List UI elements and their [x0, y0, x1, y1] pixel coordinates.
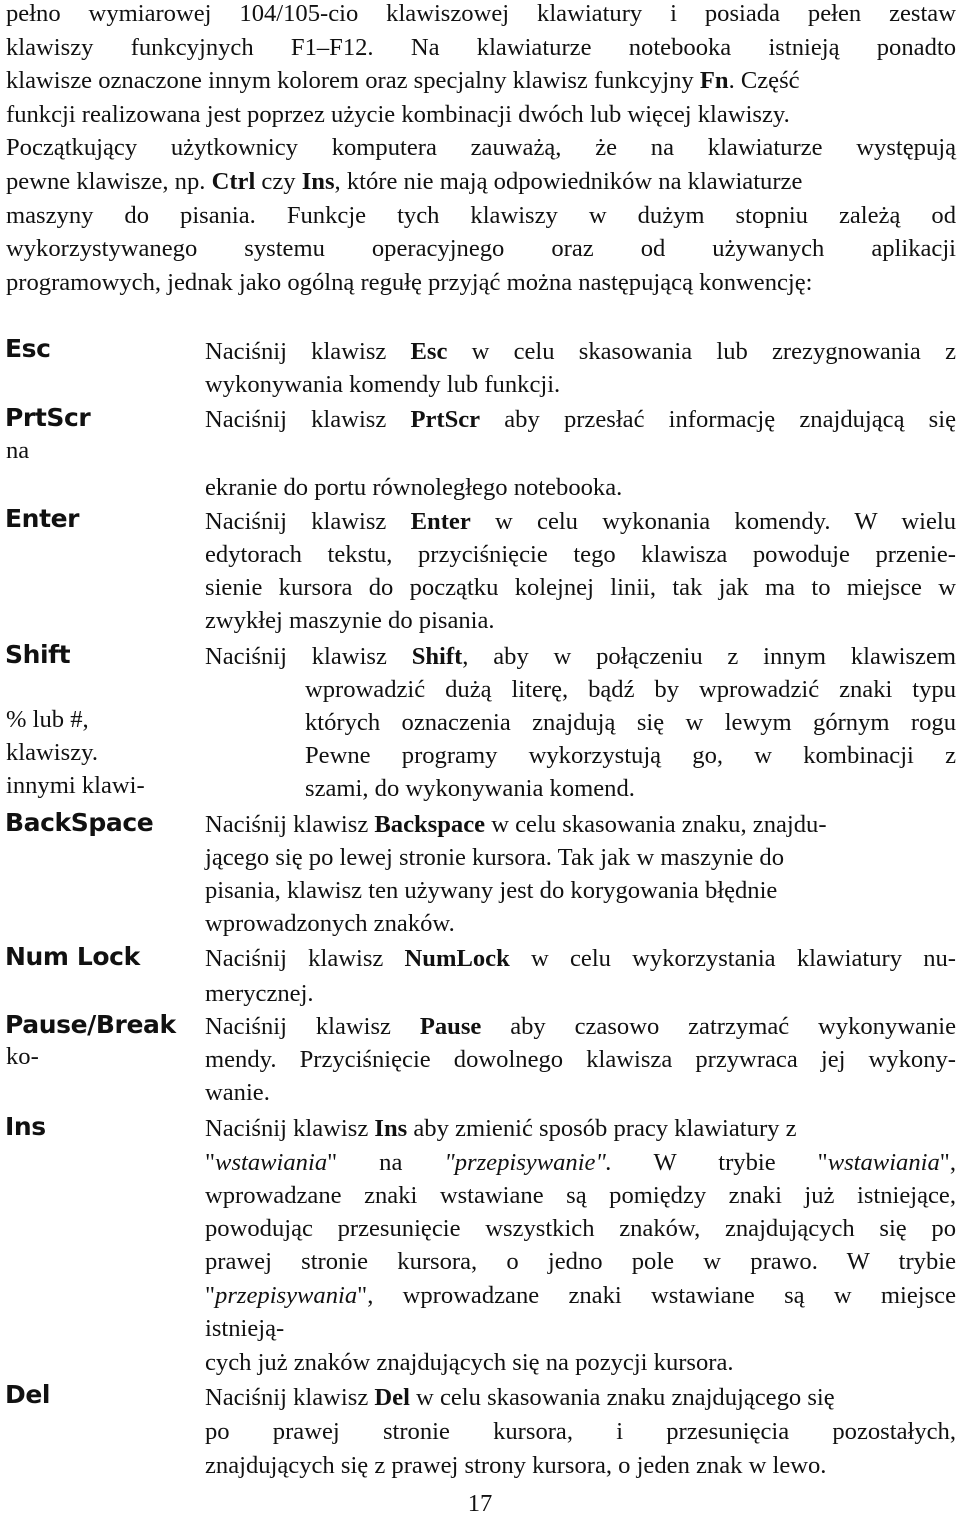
desc-line: Naciśnij klawisz Pause aby czasowo zatrzymać wykonywanie [205, 1013, 956, 1040]
desc-line: wprowadzić dużą literę, bądź by wprowadzić znaki typu [305, 676, 956, 703]
desc-line: wykonywania komendy lub funkcji. [205, 371, 561, 398]
desc-line: edytorach tekstu, przyciśnięcie tego klawisza powoduje przenie- [205, 541, 956, 568]
desc-line: których oznaczenia znajdują się w lewym górnym rogu [305, 709, 956, 736]
intro-paragraph [6, 0, 956, 299]
desc-line: istnieją- [205, 1315, 285, 1342]
intro-line: funkcji realizowana jest poprzez użycie kombinacji dwóch lub więcej klawiszy. [6, 100, 790, 128]
desc-line: cych już znaków znajdujących się na pozycji kursora. [205, 1349, 734, 1376]
desc-line: szami, do wykonywania komend. [305, 775, 635, 802]
key-enter: Enter [5, 504, 80, 533]
desc-line: wprowadzane znaki wstawiane są pomiędzy znaki już istniejące, [205, 1182, 956, 1209]
intro-line: klawiszy funkcyjnych F1–F12. Na klawiaturze notebooka istnieją ponadto [6, 33, 956, 61]
desc-line: jącego się po lewej stronie kursora. Tak jak w maszynie do [205, 844, 785, 871]
desc-line: Pewne programy wykorzystują go, w kombinacji z [305, 742, 956, 769]
intro-line: programowych, jednak jako ogólną regułę przyjąć można następującą konwencję: [6, 268, 813, 296]
desc-line: Naciśnij klawisz Shift, aby w połączeniu z innym klawiszem [205, 643, 956, 670]
desc-line: prawej stronie kursora, o jedno pole w prawo. W trybie [205, 1248, 956, 1275]
key-del: Del [5, 1380, 51, 1409]
desc-line: powodując przesunięcie wszystkich znaków, znajdujących się po [205, 1215, 956, 1242]
desc-line: wanie. [205, 1079, 270, 1106]
key-prtscr: PrtScr [5, 403, 91, 432]
desc-line: pisania, klawisz ten używany jest do korygowania błędnie [205, 877, 778, 904]
intro-line: pewne klawisze, np. Ctrl czy Ins, które nie mają odpowiedników na klawiaturze [6, 167, 803, 195]
key-numlock: Num Lock [5, 942, 140, 971]
desc-line: sienie kursora do początku kolejnej linii, tak jak ma to miejsce w [205, 574, 956, 601]
desc-line: mendy. Przyciśnięcie dowolnego klawisza przywraca jej wykony- [205, 1046, 956, 1073]
stray-text: ko- [6, 1043, 39, 1070]
desc-line: wprowadzonych znaków. [205, 910, 455, 937]
key-esc: Esc [5, 334, 51, 363]
desc-line: zwykłej maszynie do pisania. [205, 607, 495, 634]
key-backspace: BackSpace [5, 808, 154, 837]
intro-line: klawisze oznaczone innym kolorem oraz specjalny klawisz funkcyjny Fn. Część [6, 67, 800, 95]
stray-text: % lub #, [6, 706, 89, 733]
key-pause-break: Pause/Break [5, 1010, 176, 1039]
page-number: 17 [467, 1490, 493, 1517]
desc-line: Naciśnij klawisz Backspace w celu skasowania znaku, znajdu- [205, 811, 827, 838]
desc-line: merycznej. [205, 980, 314, 1007]
stray-text: klawiszy. [6, 739, 98, 766]
intro-line: wykorzystywanego systemu operacyjnego oraz od używanych aplikacji [6, 235, 956, 263]
desc-line: Naciśnij klawisz PrtScr aby przesłać informację znajdującą się [205, 406, 956, 433]
stray-text: na [6, 437, 30, 464]
desc-line: "przepisywania", wprowadzane znaki wstawiane są w miejsce [205, 1282, 956, 1309]
stray-text: innymi klawi- [6, 772, 145, 799]
desc-line: Naciśnij klawisz Enter w celu wykonania komendy. W wielu [205, 508, 956, 535]
desc-line: po prawej stronie kursora, i przesunięcia pozostałych, [205, 1418, 956, 1445]
intro-line: Początkujący użytkownicy komputera zauważą, że na klawiaturze występują [6, 134, 956, 162]
desc-line: Naciśnij klawisz Del w celu skasowania znaku znajdującego się [205, 1384, 835, 1411]
desc-line: "wstawiania" na "przepisywanie". W trybie "wstawiania", [205, 1149, 956, 1176]
intro-line: pełno wymiarowej 104/105-cio klawiszowej klawiatury i posiada pełen zestaw [6, 0, 956, 27]
desc-line: Naciśnij klawisz NumLock w celu wykorzystania klawiatury nu- [205, 945, 957, 972]
desc-line: znajdujących się z prawej strony kursora, o jeden znak w lewo. [205, 1452, 827, 1479]
desc-line: ekranie do portu równoległego notebooka. [205, 474, 623, 501]
desc-line: Naciśnij klawisz Esc w celu skasowania lub zrezygnowania z [205, 338, 956, 365]
key-shift: Shift [5, 640, 71, 669]
key-ins: Ins [5, 1112, 46, 1141]
intro-line: maszyny do pisania. Funkcje tych klawiszy w dużym stopniu zależą od [6, 201, 956, 229]
desc-line: Naciśnij klawisz Ins aby zmienić sposób pracy klawiatury z [205, 1115, 797, 1142]
